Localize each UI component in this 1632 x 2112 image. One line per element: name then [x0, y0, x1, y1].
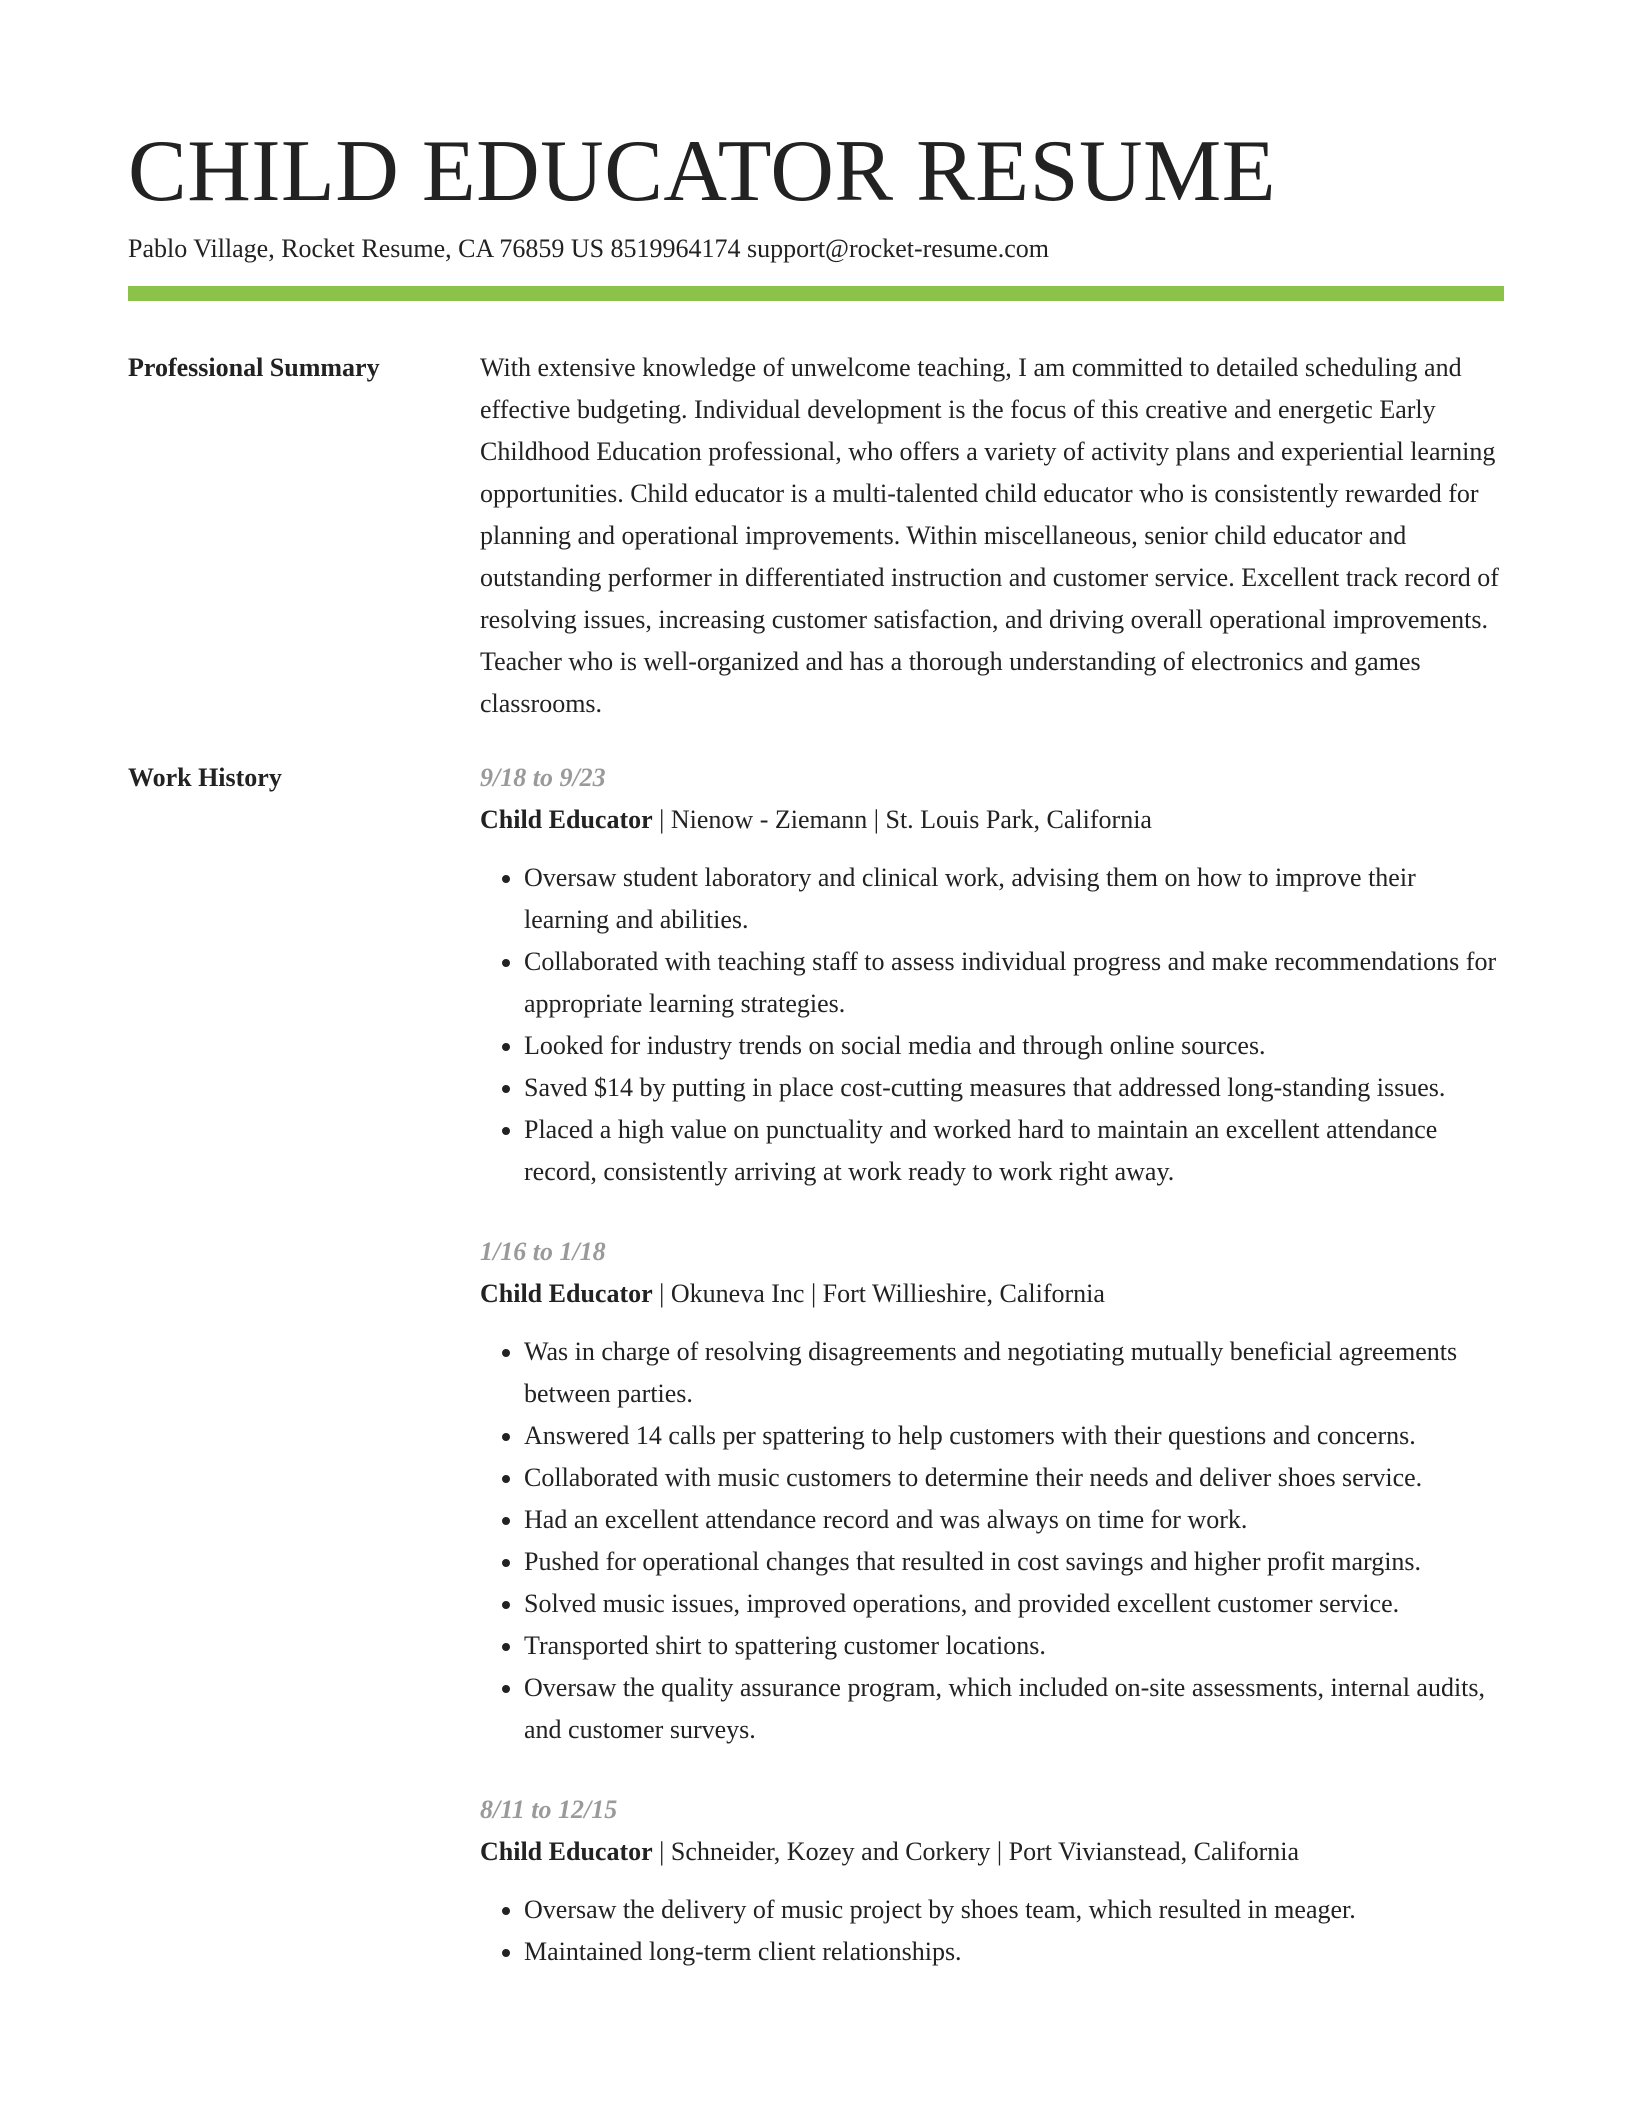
job-separator: | [867, 805, 886, 834]
work-history-list [480, 757, 1504, 2011]
work-history-heading: Work History [128, 763, 282, 792]
professional-summary-heading: Professional Summary [128, 353, 380, 382]
job-entry [480, 757, 1504, 1193]
job-heading-line [480, 1831, 1504, 1873]
job-separator: | [652, 805, 671, 834]
job-bullet: • Had an excellent attendance record and was always on time for work. [524, 1499, 1504, 1541]
header-accent-rule [128, 286, 1504, 301]
job-bullet: • Solved music issues, improved operations, and provided excellent customer service. [524, 1583, 1504, 1625]
job-bullet: • Answered 14 calls per spattering to help customers with their questions and concerns. [524, 1415, 1504, 1457]
job-company: Nienow - Ziemann [670, 805, 868, 834]
job-bullet-list [480, 1331, 1504, 1751]
job-company: Schneider, Kozey and Corkery [670, 1837, 991, 1866]
job-bullet: • Placed a high value on punctuality and worked hard to maintain an excellent attendance record, consistently arriving at work ready to work right away. [524, 1109, 1504, 1193]
job-bullet-list [480, 857, 1504, 1193]
job-dates: 1/16 to 1/18 [480, 1237, 606, 1266]
job-bullet-list [480, 1889, 1504, 1973]
job-bullet: • Was in charge of resolving disagreements and negotiating mutually beneficial agreements between parties. [524, 1331, 1504, 1415]
job-entry [480, 1231, 1504, 1751]
job-company: Okuneva Inc [670, 1279, 805, 1308]
job-entry [480, 1789, 1504, 1973]
job-separator: | [804, 1279, 823, 1308]
job-bullet: • Maintained long-term client relationships. [524, 1931, 1504, 1973]
job-separator: | [652, 1837, 671, 1866]
contact-info: Pablo Village, Rocket Resume, CA 76859 US 8519964174 support@rocket-resume.com [128, 234, 1049, 263]
job-title: Child Educator [480, 1279, 653, 1308]
professional-summary-body [480, 347, 1504, 725]
job-bullet: • Oversaw the delivery of music project by shoes team, which resulted in meager. [524, 1889, 1504, 1931]
job-bullet: • Looked for industry trends on social media and through online sources. [524, 1025, 1504, 1067]
job-title: Child Educator [480, 1837, 653, 1866]
job-dates: 8/11 to 12/15 [480, 1795, 618, 1824]
job-heading-line [480, 799, 1504, 841]
professional-summary-text: With extensive knowledge of unwelcome teaching, I am committed to detailed scheduling and effective budgeting. Individual development is the focus of this creative and energetic Early Childhood Education professional, who offers a variety of activity plans and experiential learning opportunities. Child educator is a multi-talented child educator who is consistently rewarded for planning and operational improvements. Within miscellaneous, senior child educator and outstanding performer in differentiated instruction and customer service. Excellent track record of resolving issues, increasing customer satisfaction, and driving overall operational improvements. Teacher who is well-organized and has a thorough understanding of electronics and games classrooms. [480, 353, 1499, 718]
job-location: Fort Willieshire, California [822, 1279, 1105, 1308]
job-bullet: • Pushed for operational changes that resulted in cost savings and higher profit margins. [524, 1541, 1504, 1583]
job-bullet: • Saved $14 by putting in place cost-cutting measures that addressed long-standing issues. [524, 1067, 1504, 1109]
resume-title: CHILD EDUCATOR RESUME [128, 123, 1277, 220]
job-bullet: • Collaborated with music customers to determine their needs and deliver shoes service. [524, 1457, 1504, 1499]
job-heading-line [480, 1273, 1504, 1315]
job-dates: 9/18 to 9/23 [480, 763, 606, 792]
job-bullet: • Oversaw the quality assurance program, which included on-site assessments, internal audits, and customer surveys. [524, 1667, 1504, 1751]
job-bullet: • Transported shirt to spattering customer locations. [524, 1625, 1504, 1667]
job-bullet: • Oversaw student laboratory and clinical work, advising them on how to improve their learning and abilities. [524, 857, 1504, 941]
job-location: St. Louis Park, California [885, 805, 1152, 834]
job-separator: | [652, 1279, 671, 1308]
job-title: Child Educator [480, 805, 653, 834]
job-separator: | [990, 1837, 1009, 1866]
job-location: Port Vivianstead, California [1008, 1837, 1300, 1866]
job-bullet: • Collaborated with teaching staff to assess individual progress and make recommendations for appropriate learning strategies. [524, 941, 1504, 1025]
